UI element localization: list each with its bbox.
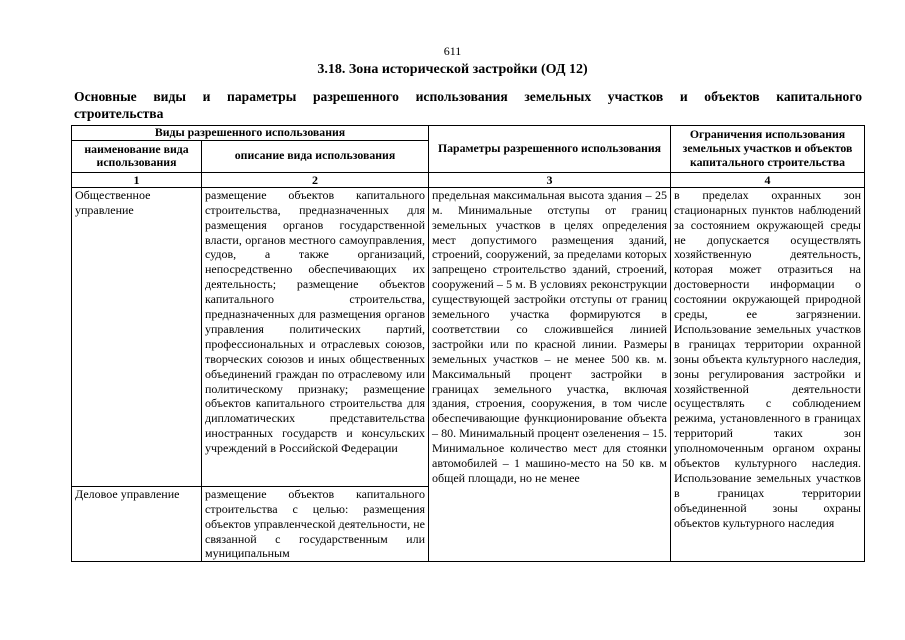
column-number-row bbox=[72, 172, 865, 187]
header-use-name: наименование вида использования bbox=[72, 140, 202, 172]
header-parameters: Параметры разрешенного использования bbox=[429, 126, 671, 173]
table-caption-line-2: строительства bbox=[74, 106, 164, 121]
header-restrictions: Ограничения использования земельных участков и объектов капитального строительства bbox=[671, 126, 865, 173]
use-description-cell: размещение объектов капитального строительства, предназначенных для размещения органов государственной власти, органов местного самоуправления, судов, а также организаций, непосредственно обеспечивающих их деятельность; размещение объектов капитального строительства, предназначенных для размещения органов управления политических партий, профессиональных и отраслевых союзов, творческих союзов и иных общественных объединений граждан по отраслевому или политическому признаку; размещение объектов капитального строительства для дипломатических представительства иностранных государств и консульских учреждений в Российской Федерации bbox=[202, 187, 429, 486]
column-number: 3 bbox=[429, 172, 671, 187]
section-title: 3.18. Зона исторической застройки (ОД 12) bbox=[317, 62, 588, 77]
column-number: 1 bbox=[72, 172, 202, 187]
page-number: 611 bbox=[443, 44, 462, 58]
table-row bbox=[72, 187, 865, 486]
header-use-description: описание вида использования bbox=[202, 140, 429, 172]
table-caption bbox=[74, 88, 862, 122]
restrictions-cell: в пределах охранных зон стационарных пунктов наблюдений за состоянием окружающей среды не допускается осуществлять хозяйственную деятельность, которая может отразиться на достоверности информации о состоянии окружающей природной среды, ее загрязнении. Использование земельных участков в границах территории охранной зоны объекта культурного наследия, зоны регулирования застройки и хозяйственной деятельности осуществлять с соблюдением режима, установленного в границах территорий таких зон уполномоченным органом охраны объектов культурного наследия. Использование земельных участков в границах территории объединенной зоны охраны объектов культурного наследия bbox=[671, 187, 865, 562]
zoning-table bbox=[71, 125, 865, 562]
header-use-types: Виды разрешенного использования bbox=[72, 126, 429, 141]
column-number: 2 bbox=[202, 172, 429, 187]
table-caption-line-1: Основные виды и параметры разрешенного использования земельных участков и объектов капитального bbox=[74, 89, 862, 104]
use-name-cell: Общественное управление bbox=[72, 187, 202, 486]
parameters-cell: предельная максимальная высота здания – 25 м. Минимальные отступы от границ земельных участков в целях определения мест допустимого размещения зданий, строений, сооружений, за пределами которых запрещено строительство зданий, строений, сооружений – 5 м. В условиях реконструкции существующей застройки отступы от границ земельного участка формируются в соответствии со сложившейся линией застройки или по красной линии. Размеры земельных участков – не менее 500 кв. м. Максимальный процент застройки в границах земельного участка, включая здания, строения, сооружения, в том числе обеспечивающие функционирование объекта – 80. Минимальный процент озеленения – 15. Минимальное количество мест для стоянки автомобилей – 1 машино-место на 50 кв. м общей площади, но не менее bbox=[429, 187, 671, 562]
use-description-cell: размещение объектов капитального строительства с целью: размещения объектов управленческой деятельности, не связанной с государственным или муниципальным bbox=[202, 486, 429, 562]
column-number: 4 bbox=[671, 172, 865, 187]
use-name-cell: Деловое управление bbox=[72, 486, 202, 562]
